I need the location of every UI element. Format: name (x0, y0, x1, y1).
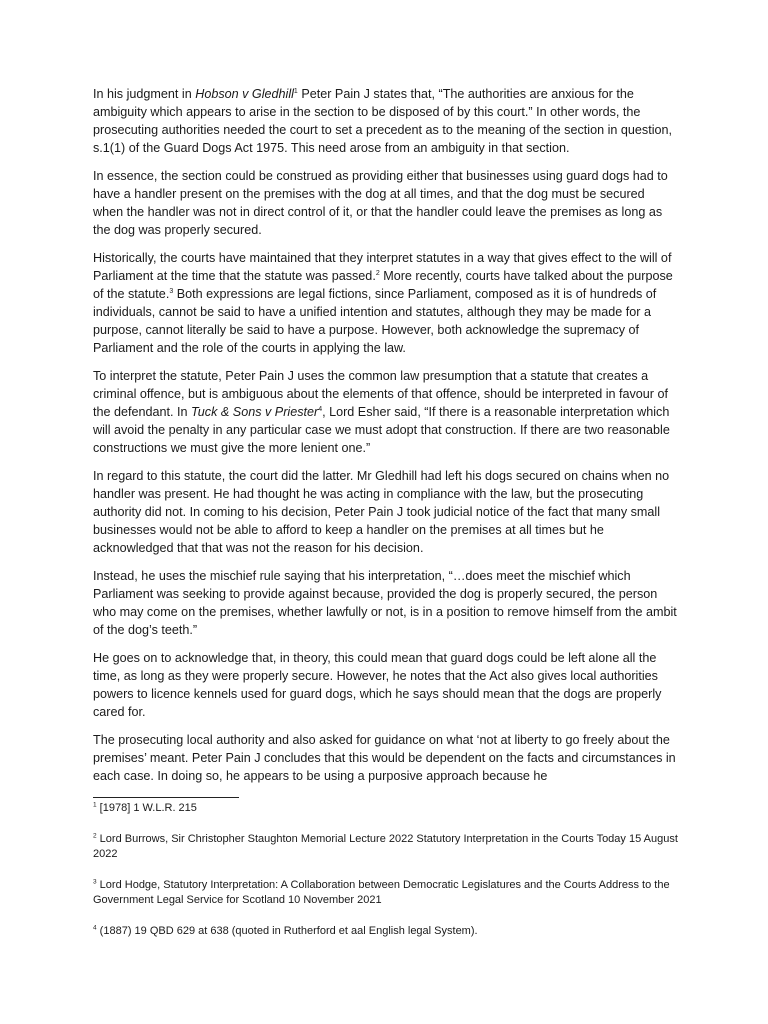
footnotes (93, 801, 683, 955)
footnote-3: $^3$ Lord Hodge, Statutory Interpretation: A Collaboration between Democratic Legislatures and the Courts Address to the Government Legal Service for Scotland 10 November 2021 (93, 878, 670, 906)
footnote-2: $^2$ Lord Burrows, Sir Christopher Staughton Memorial Lecture 2022 Statutory Interpretation in the Courts Today 15 August 2022 (93, 832, 678, 860)
paragraph-1: In his judgment in Hobson v Gledhill$^1$ Peter Pain J states that, “The authorities are anxious for the ambiguity which appears to arise in the section to be disposed of by this court.” In other words, the prosecuting authorities needed the court to set a precedent as to the meaning of the section in question, s.1(1) of the Guard Dogs Act 1975. This need arose from an ambiguity in that section. (93, 87, 672, 155)
footnote-number: 3 (93, 878, 97, 886)
footnote-number: 1 (93, 801, 97, 809)
footnote-ref-2[interactable]: 2 (375, 269, 380, 277)
paragraph-5: In regard to this statute, the court did the latter. Mr Gledhill had left his dogs secured on chains when no handler was present. He had thought he was acting in compliance with the law, but the prosecuting authority did not. In coming to his decision, Peter Pain J took judicial notice of the fact that many small businesses would not be able to afford to keep a handler on the premises at all times but he acknowledged that that was not the reason for his decision. (93, 469, 670, 555)
case-name-hobson: Hobson v Gledhill (195, 87, 294, 101)
footnote-number: 2 (93, 832, 97, 840)
footnote-separator (93, 797, 239, 798)
body-text (93, 85, 678, 795)
paragraph-3: Historically, the courts have maintained that they interpret statutes in a way that gives effect to the will of Parliament at the time that the statute was passed.$^2$ More recently, courts have talked about the purpose of the statute.$^3$ Both expressions are legal fictions, since Parliament, composed as it is of hundreds of individuals, cannot be said to have a unified intention and statutes, although they may be made for a purpose, cannot literally be said to have a purpose. However, both acknowledge the supremacy of Parliament and the role of the courts in applying the law. (93, 251, 673, 355)
footnote-ref-4[interactable]: 4 (318, 405, 323, 413)
footnote-number: 4 (93, 924, 97, 932)
paragraph-8: The prosecuting local authority and also asked for guidance on what ‘not at liberty to go freely about the premises’ meant. Peter Pain J concludes that this would be dependent on the facts and circumstances in each case. In doing so, he appears to be using a purposive approach because he (93, 733, 676, 783)
footnote-4: $^4$ (1887) 19 QBD 629 at 638 (quoted in Rutherford et aal English legal System). (93, 924, 478, 937)
footnote-ref-1[interactable]: 1 (293, 87, 298, 95)
paragraph-2: In essence, the section could be construed as providing either that businesses using guard dogs had to have a handler present on the premises with the dog at all times, and that the dog must be secured when the handler was not in direct control of it, or that the handler could leave the premises as long as the dog was properly secured. (93, 169, 668, 237)
case-name-tuck: Tuck & Sons v Priester (191, 405, 319, 419)
paragraph-6: Instead, he uses the mischief rule saying that his interpretation, “…does meet the mischief which Parliament was seeking to provide against because, provided the dog is properly secured, the person who may come on the premises, whether lawfully or not, is in a position to remove himself from the ambit of the dog’s teeth.” (93, 569, 677, 637)
footnote-ref-3[interactable]: 3 (169, 287, 174, 295)
paragraph-7: He goes on to acknowledge that, in theory, this could mean that guard dogs could be left alone all the time, as long as they were properly secure. However, he notes that the Act also gives local authorities powers to licence kennels used for guard dogs, which he says should mean that the dogs are properly cared for. (93, 651, 662, 719)
footnote-1: $^1$ [1978] 1 W.L.R. 215 (93, 801, 197, 814)
paragraph-4: To interpret the statute, Peter Pain J uses the common law presumption that a statute that creates a criminal offence, but is ambiguous about the elements of that offence, should be interpreted in favour of the defendant. In Tuck & Sons v Priester$^4$, Lord Esher said, “If there is a reasonable interpretation which will avoid the penalty in any particular case we must adopt that construction. If there are two reasonable constructions we must give the more lenient one.” (93, 369, 670, 455)
